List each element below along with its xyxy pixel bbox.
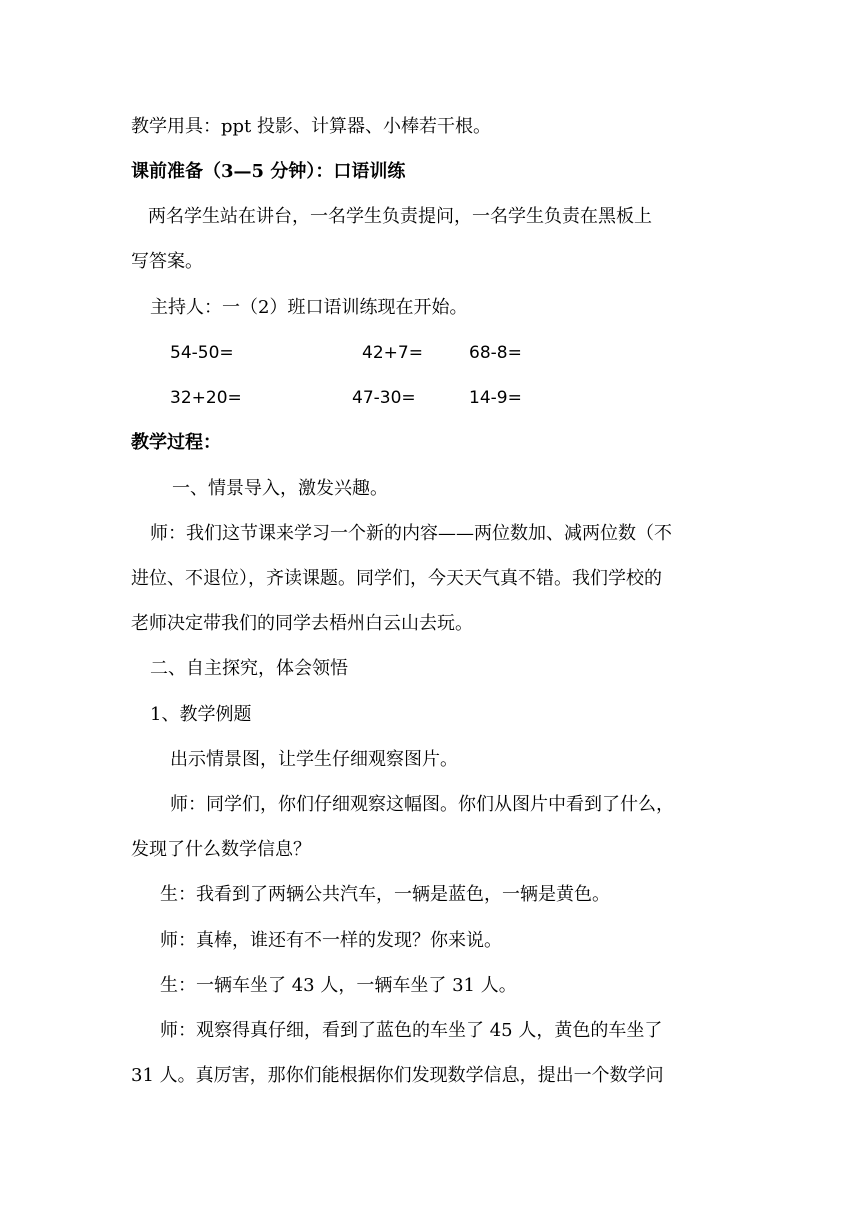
text-line: 老师决定带我们的同学去梧州白云山去玩。 (131, 613, 473, 634)
text-line: 进位、不退位），齐读课题。同学们，今天天气真不错。我们学校的 (131, 568, 662, 589)
text-line: 发现了什么数学信息？ (131, 839, 311, 860)
subsection-heading: 1、教学例题 (150, 704, 252, 725)
text-line: 教学用具：ppt 投影、计算器、小棒若干根。 (131, 116, 491, 137)
exercise: 32+20= (170, 388, 242, 408)
text-line: 主持人：一（2）班口语训练现在开始。 (150, 297, 468, 318)
section-heading: 教学过程： (131, 432, 221, 453)
exercise: 42+7= (362, 343, 423, 363)
exercise: 47-30= (352, 388, 416, 408)
exercise: 14-9= (469, 388, 522, 408)
text-line: 生：一辆车坐了 43 人，一辆车坐了 31 人。 (160, 975, 517, 996)
subsection-heading: 一、情景导入，激发兴趣。 (172, 478, 388, 499)
text-line: 师：真棒，谁还有不一样的发现？你来说。 (160, 930, 502, 951)
text-line: 31 人。真厉害，那你们能根据你们发现数学信息，提出一个数学问 (131, 1065, 664, 1086)
text-line: 师：观察得真仔细，看到了蓝色的车坐了 45 人，黄色的车坐了 (160, 1020, 663, 1041)
text-line: 出示情景图，让学生仔细观察图片。 (170, 749, 458, 770)
text-line: 师：同学们，你们仔细观察这幅图。你们从图片中看到了什么， (170, 794, 674, 815)
text-line: 师：我们这节课来学习一个新的内容——两位数加、减两位数（不 (150, 523, 672, 544)
exercise: 54-50= (170, 343, 234, 363)
text-line: 两名学生站在讲台，一名学生负责提问，一名学生负责在黑板上 (148, 206, 652, 227)
subsection-heading: 二、自主探究，体会领悟 (150, 658, 348, 679)
exercise: 68-8= (469, 343, 522, 363)
text-line: 写答案。 (131, 251, 203, 272)
text-line: 生：我看到了两辆公共汽车，一辆是蓝色，一辆是黄色。 (160, 884, 610, 905)
section-heading: 课前准备（3—5 分钟）：口语训练 (131, 161, 406, 182)
